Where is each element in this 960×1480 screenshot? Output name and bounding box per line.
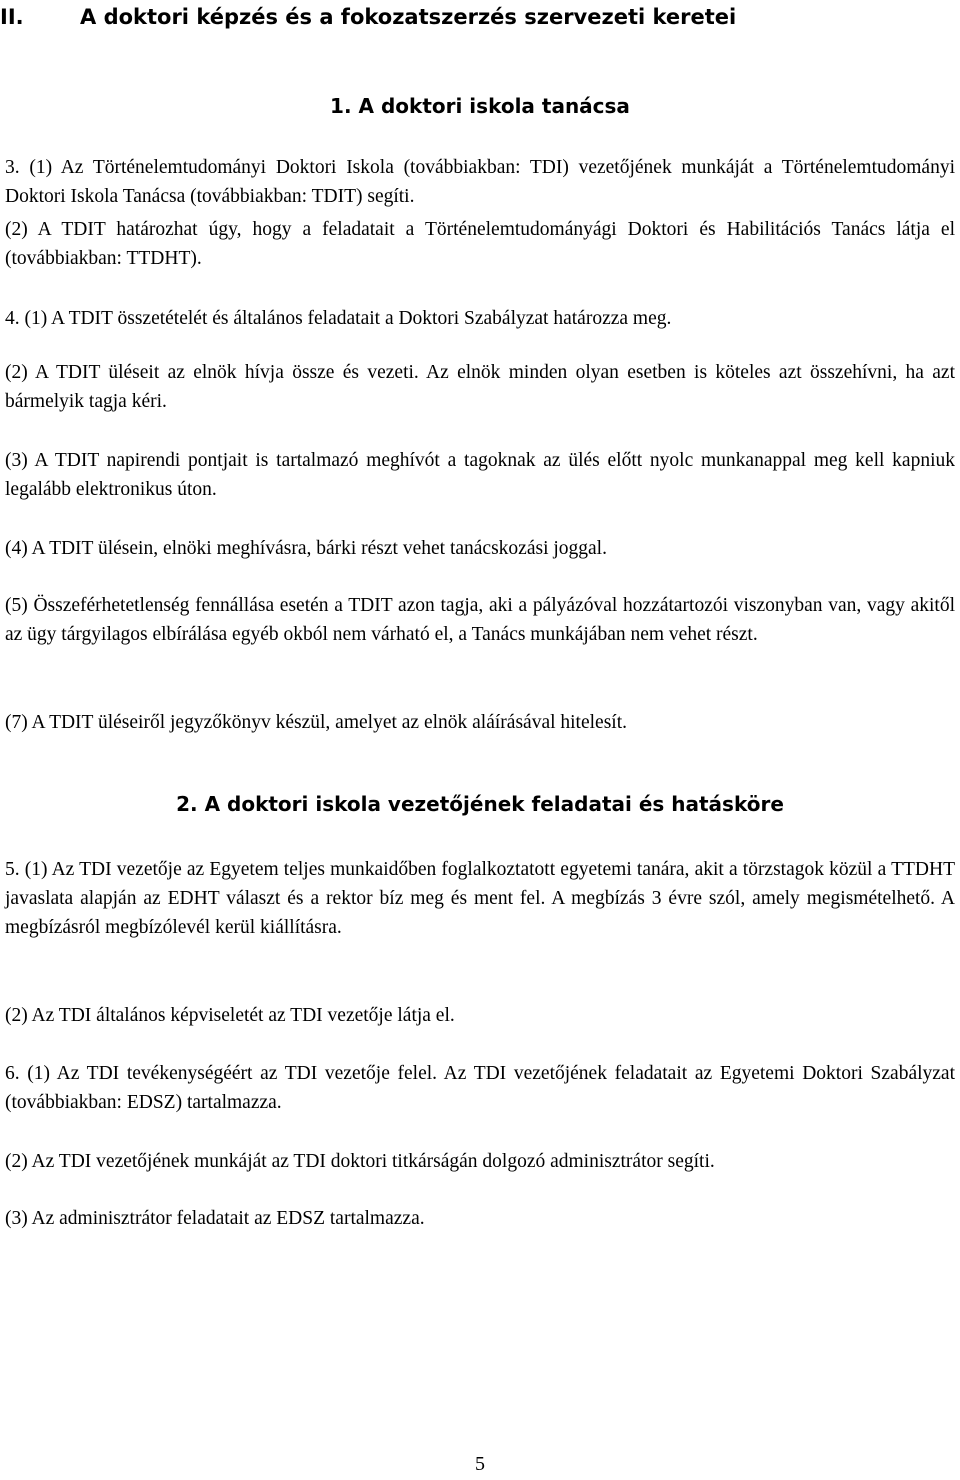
paragraph-4-1: 4. (1) A TDIT összetételét és általános feladatait a Doktori Szabályzat határozza meg. (5, 308, 672, 329)
paragraph-4-4: (4) A TDIT ülésein, elnöki meghívásra, bárki részt vehet tanácskozási joggal. (5, 538, 607, 559)
paragraph-4-3: (3) A TDIT napirendi pontjait is tartalmazó meghívót a tagoknak az ülés előtt nyolc munkanappal meg kell kapniuk legalább elektronikus úton. (5, 450, 955, 500)
paragraph-5-1: 5. (1) Az TDI vezetője az Egyetem teljes munkaidőben foglalkoztatott egyetemi tanára, akit a törzstagok közül a TTDHT javaslata alapján az EDHT választ és a rektor bíz meg és ment fel. A megbízás 3 évre szól, amely megismételhető. A megbízásról megbízólevél kerül kiállításra. (5, 859, 955, 938)
paragraph-4-7: (7) A TDIT üléseiről jegyzőkönyv készül, amelyet az elnök aláírásával hitelesít. (5, 712, 628, 733)
chapter-title-text: A doktori képzés és a fokozatszerzés szervezeti keretei (80, 5, 737, 29)
paragraph-6-1: 6. (1) Az TDI tevékenységéért az TDI vezetője felel. Az TDI vezetőjének feladatait az Egyetemi Doktori Szabályzat (továbbiakban: EDSZ) tartalmazza. (5, 1063, 955, 1113)
paragraph-5-2: (2) Az TDI általános képviseletét az TDI vezetője látja el. (5, 1005, 455, 1026)
chapter-number: II. (0, 5, 24, 29)
paragraph-6-2: (2) Az TDI vezetőjének munkáját az TDI doktori titkárságán dolgozó adminisztrátor segíti. (5, 1151, 715, 1172)
paragraph-4-2: (2) A TDIT üléseit az elnök hívja össze és vezeti. Az elnök minden olyan esetben is köteles azt összehívni, ha azt bármelyik tagja kéri. (5, 362, 955, 412)
paragraph-3-2: (2) A TDIT határozhat úgy, hogy a feladatait a Történelemtudományági Doktori és Habilitációs Tanács látja el (továbbiakban: TTDHT). (5, 219, 955, 269)
page-number: 5 (475, 1453, 485, 1475)
paragraph-3-1: 3. (1) Az Történelemtudományi Doktori Iskola (továbbiakban: TDI) vezetőjének munkáját a Történelemtudományi Doktori Iskola Tanácsa (továbbiakban: TDIT) segíti. (5, 157, 955, 207)
chapter-title (0, 2, 736, 32)
paragraph-4-5: (5) Összeférhetetlenség fennállása esetén a TDIT azon tagja, aki a pályázóval hozzátartozói viszonyban van, vagy akitől az ügy tárgyilagos elbírálása egyéb okból nem várható el, a Tanács munkájában nem vehet részt. (5, 595, 955, 645)
section-heading-2: 2. A doktori iskola vezetőjének feladatai és hatásköre (176, 792, 784, 816)
section-heading-1: 1. A doktori iskola tanácsa (330, 94, 630, 118)
paragraph-6-3: (3) Az adminisztrátor feladatait az EDSZ tartalmazza. (5, 1208, 425, 1229)
